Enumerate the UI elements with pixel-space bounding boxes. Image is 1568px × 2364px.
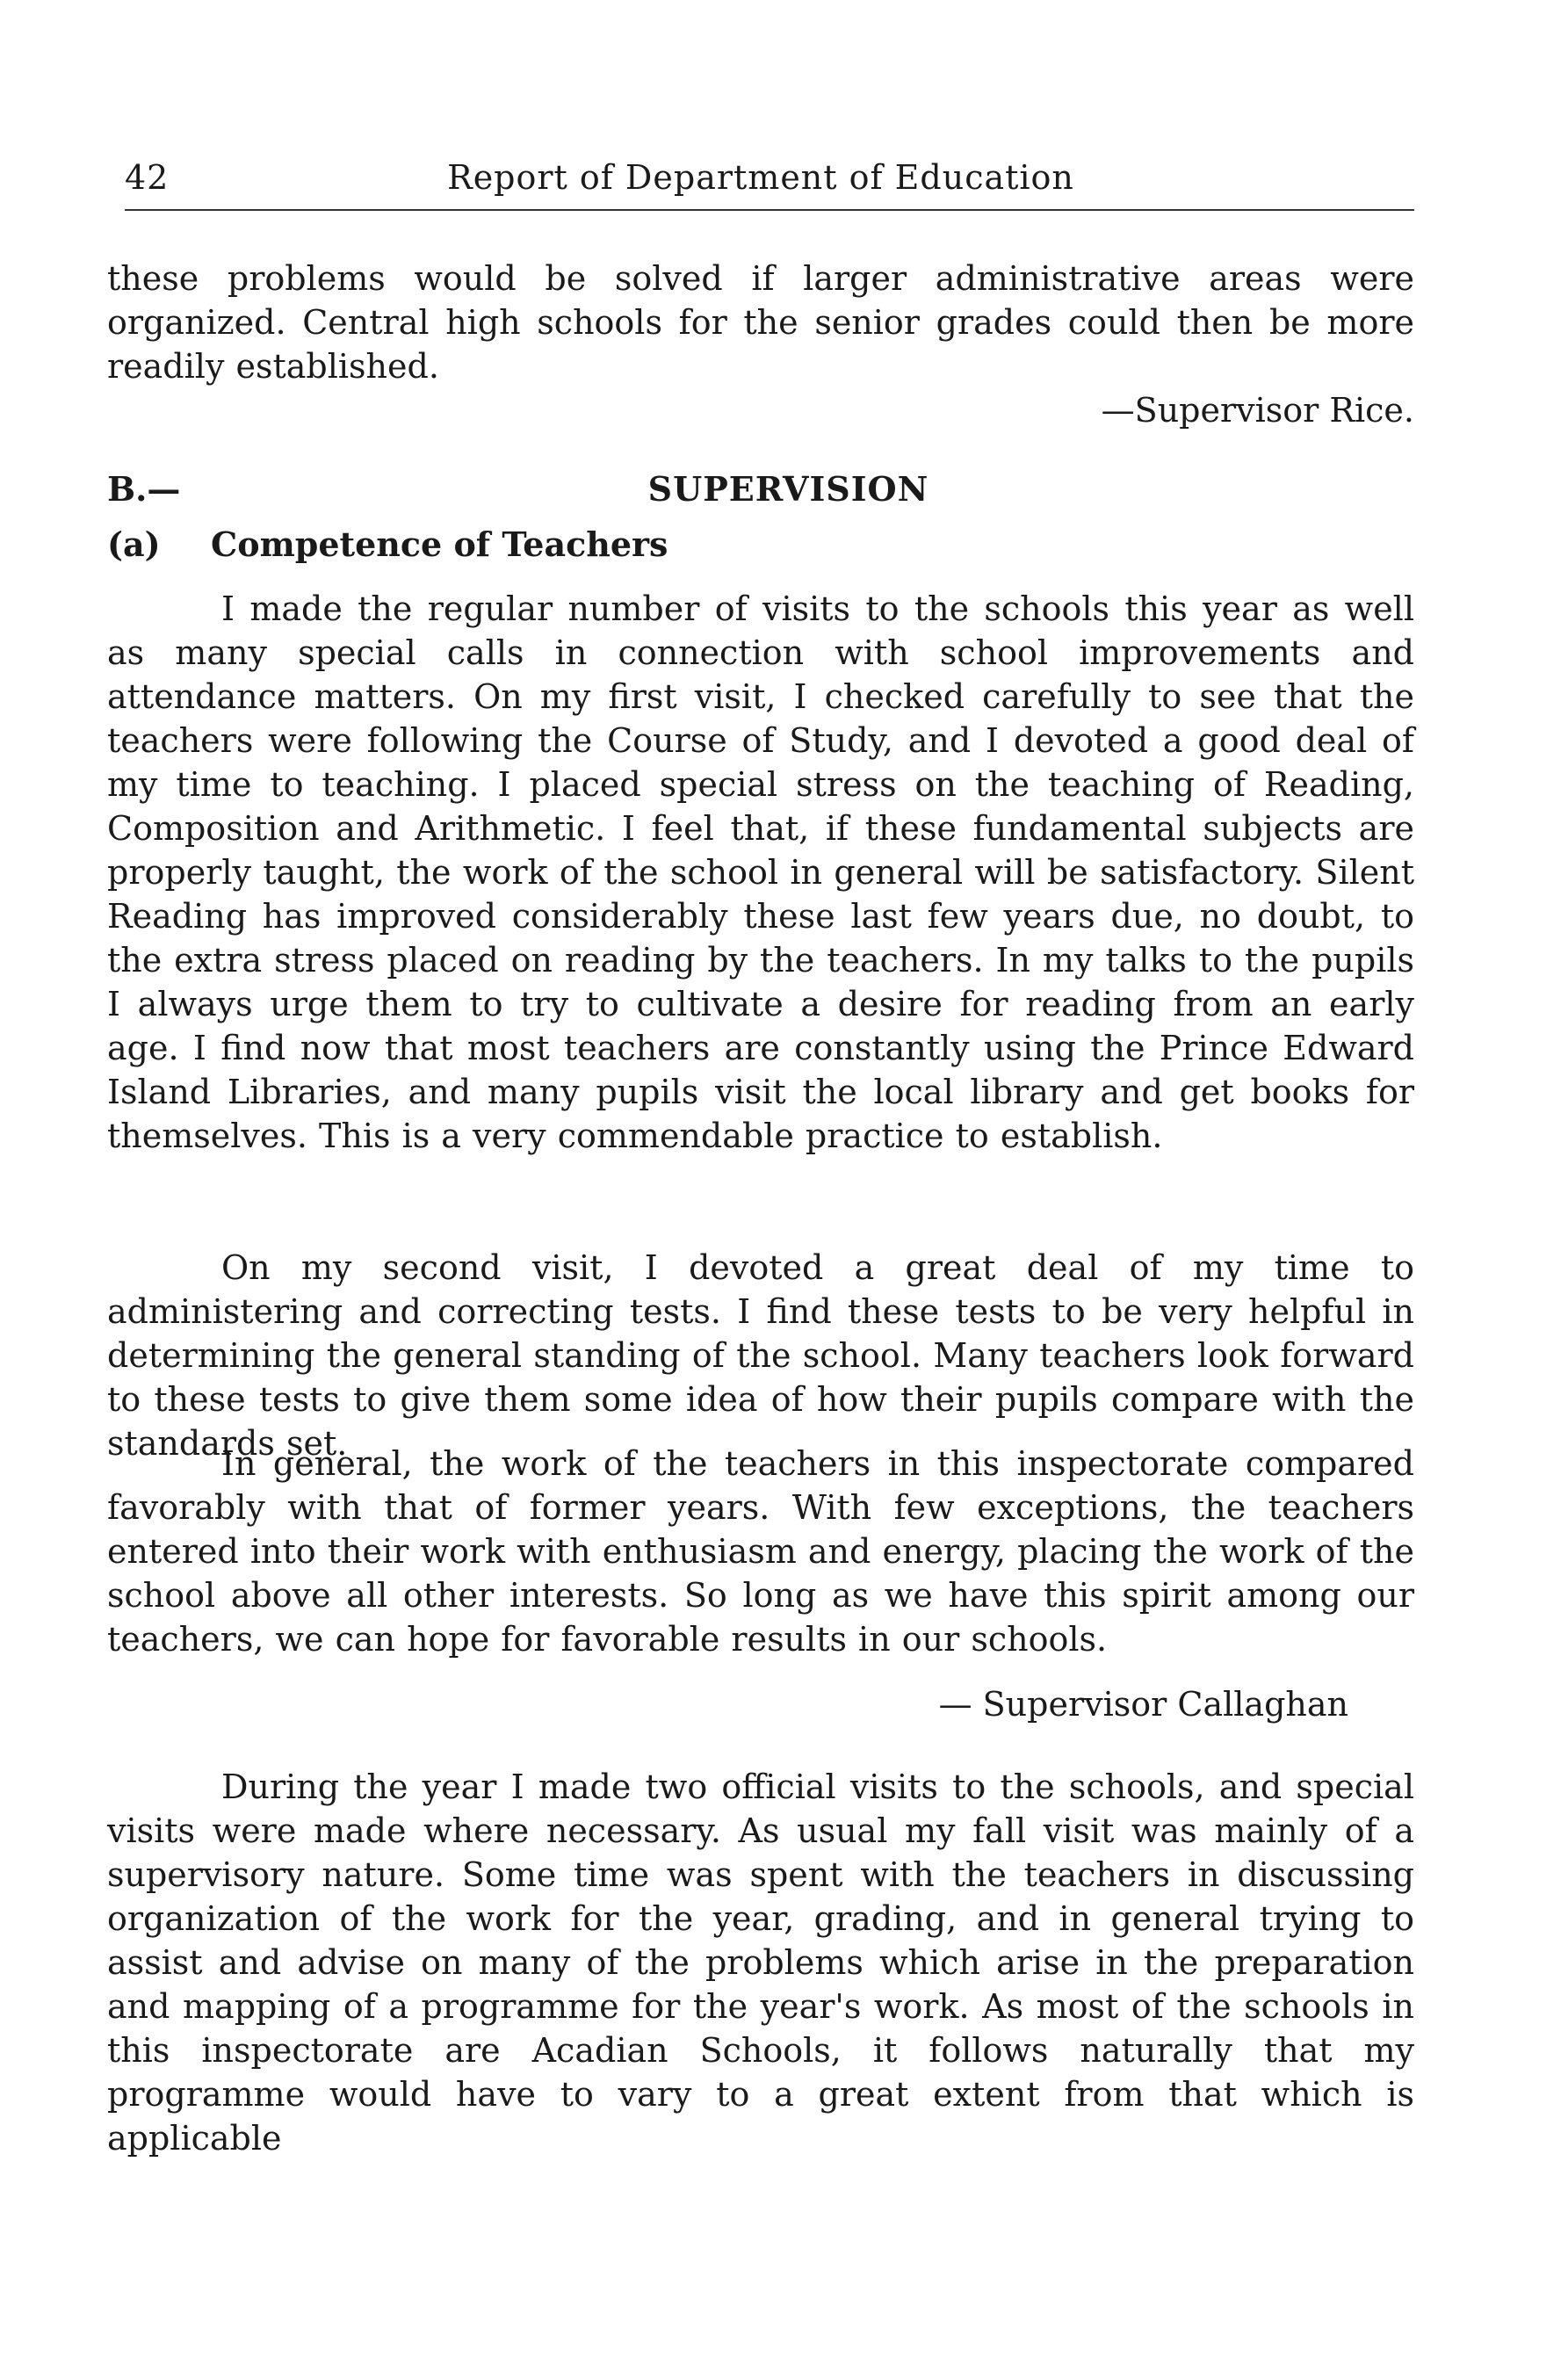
page-number: 42 xyxy=(125,158,170,197)
running-title: Report of Department of Education xyxy=(447,158,1074,197)
page-header xyxy=(107,151,1414,213)
section-letter: B.— xyxy=(107,469,181,509)
section-title: SUPERVISION xyxy=(647,469,929,509)
paragraph-intro: these problems would be solved if larger administrative areas were organized. Central high schools for the senior grades could then be more readily established. xyxy=(107,259,1414,386)
paragraph-general: In general, the work of the teachers in this inspectorate compared favorably with that of former years. With few exceptions, the teachers entered into their work with enthusiasm and energy, placing the work of the school above all other interests. So long as we have this spirit among our teachers, we can hope for favorable results in our schools. xyxy=(107,1444,1414,1659)
paragraph-official-visits: During the year I made two official visits to the schools, and special visits were made where necessary. As usual my fall visit was mainly of a supervisory nature. Some time was spent with the teachers in discussing organization of the work for the year, grading, and in general trying to assist and advise on many of the problems which arise in the preparation and mapping of a programme for the year's work. As most of the schools in this inspectorate are Acadian Schools, it follows naturally that my programme would have to vary to a great extent from that which is applicable xyxy=(107,1768,1414,2158)
paragraph-first-visit: I made the regular number of visits to the schools this year as well as many special calls in connection with school improvements and attendance matters. On my first visit, I checked carefully to see that the teachers were following the Course of Study, and I devoted a good deal of my time to teaching. I placed special stress on the teaching of Reading, Composition and Arithmetic. I feel that, if these fundamental subjects are properly taught, the work of the school in general will be satisfactory. Silent Reading has improved considerably these last few years due, no doubt, to the extra stress placed on reading by the teachers. In my talks to the pupils I always urge them to try to cultivate a desire for reading from an early age. I find now that most teachers are constantly using the Prince Edward Island Libraries, and many pupils visit the local library and get books for themselves. This is a very commendable practice to establish. xyxy=(107,589,1414,1155)
header-rule xyxy=(125,209,1414,211)
signature-callaghan: — Supervisor Callaghan xyxy=(938,1685,1348,1724)
subsection-heading xyxy=(107,524,668,564)
signature-rice: —Supervisor Rice. xyxy=(1101,391,1414,430)
paragraph-second-visit: On my second visit, I devoted a great deal of my time to administering and correcting tests. I find these tests to be very helpful in determining the general standing of the school. Many teachers look forward to these tests to give them some idea of how their pupils compare with the standards set. xyxy=(107,1248,1414,1463)
subsection-letter: (a) xyxy=(107,524,161,564)
subsection-title: Competence of Teachers xyxy=(211,524,668,564)
